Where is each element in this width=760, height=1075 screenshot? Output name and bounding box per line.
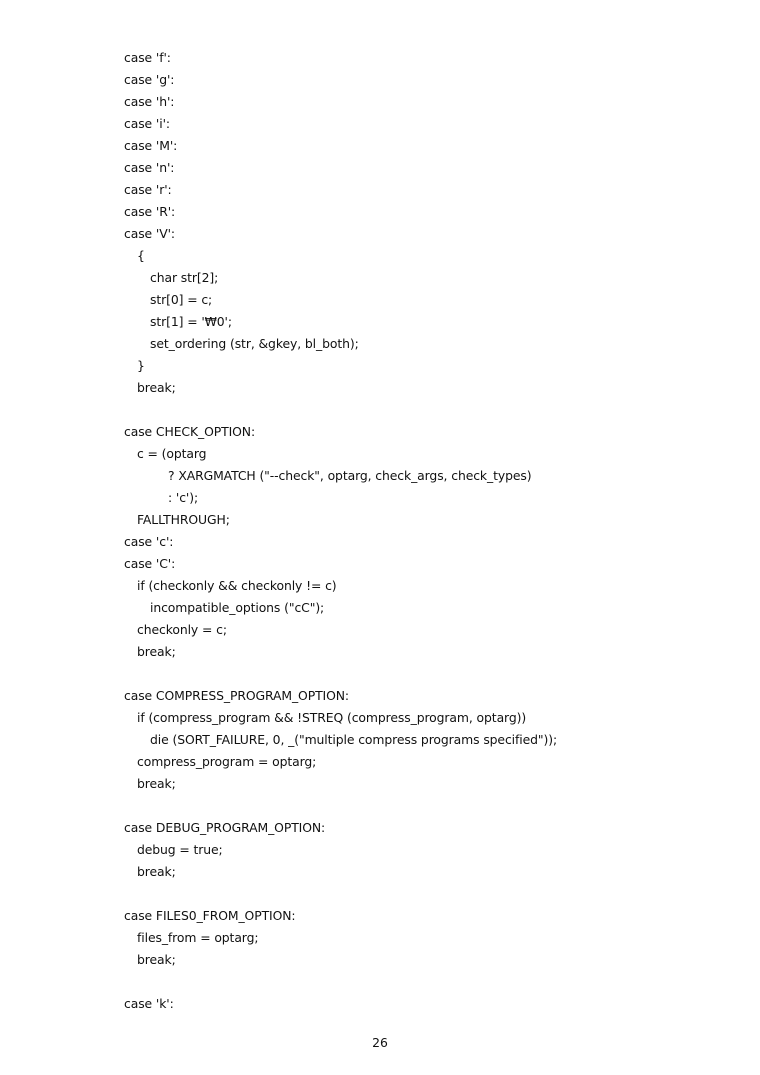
code-line: case 'V': xyxy=(124,226,175,241)
code-line: break; xyxy=(137,864,176,879)
code-line: case 'R': xyxy=(124,204,176,219)
code-line: case 'M': xyxy=(124,138,178,153)
code-line: c = (optarg xyxy=(137,446,207,461)
code-line: break; xyxy=(137,380,176,395)
code-line: break; xyxy=(137,644,176,659)
code-line xyxy=(124,883,724,905)
code-line: ? XARGMATCH ("--check", optarg, check_args, check_types) xyxy=(168,468,532,483)
code-line: case 'k': xyxy=(124,996,174,1011)
code-line: if (checkonly && checkonly != c) xyxy=(137,578,337,593)
code-line: case DEBUG_PROGRAM_OPTION: xyxy=(124,820,326,835)
code-line: break; xyxy=(137,776,176,791)
code-line: case 'i': xyxy=(124,116,170,131)
code-line: break; xyxy=(137,952,176,967)
code-line: FALLTHROUGH; xyxy=(137,512,230,527)
code-line: case COMPRESS_PROGRAM_OPTION: xyxy=(124,688,350,703)
code-line: debug = true; xyxy=(137,842,223,857)
code-line: : 'c'); xyxy=(168,490,199,505)
code-line: compress_program = optarg; xyxy=(137,754,317,769)
code-line: } xyxy=(137,358,145,373)
code-line: case 'c': xyxy=(124,534,174,549)
code-line: char str[2]; xyxy=(150,270,219,285)
code-line: incompatible_options ("cC"); xyxy=(150,600,325,615)
code-line: case 'C': xyxy=(124,556,176,571)
code-line xyxy=(124,663,724,685)
code-line: str[0] = c; xyxy=(150,292,213,307)
code-line: die (SORT_FAILURE, 0, _("multiple compress programs specified")); xyxy=(150,732,558,747)
code-line: case 'f': xyxy=(124,50,171,65)
code-line: case FILES0_FROM_OPTION: xyxy=(124,908,296,923)
code-line: set_ordering (str, &gkey, bl_both); xyxy=(150,336,359,351)
code-line xyxy=(124,971,724,993)
code-line: { xyxy=(137,248,145,263)
code-line: case 'r': xyxy=(124,182,172,197)
code-line: files_from = optarg; xyxy=(137,930,259,945)
code-line: case 'g': xyxy=(124,72,175,87)
code-listing xyxy=(124,47,724,1015)
code-line: checkonly = c; xyxy=(137,622,227,637)
code-line: case 'n': xyxy=(124,160,175,175)
code-line: case 'h': xyxy=(124,94,175,109)
code-line xyxy=(124,795,724,817)
page-number: 26 xyxy=(372,1035,388,1050)
code-line: case CHECK_OPTION: xyxy=(124,424,256,439)
code-line xyxy=(124,399,724,421)
code-line: if (compress_program && !STREQ (compress_program, optarg)) xyxy=(137,710,527,725)
code-line: str[1] = '₩0'; xyxy=(150,314,232,329)
